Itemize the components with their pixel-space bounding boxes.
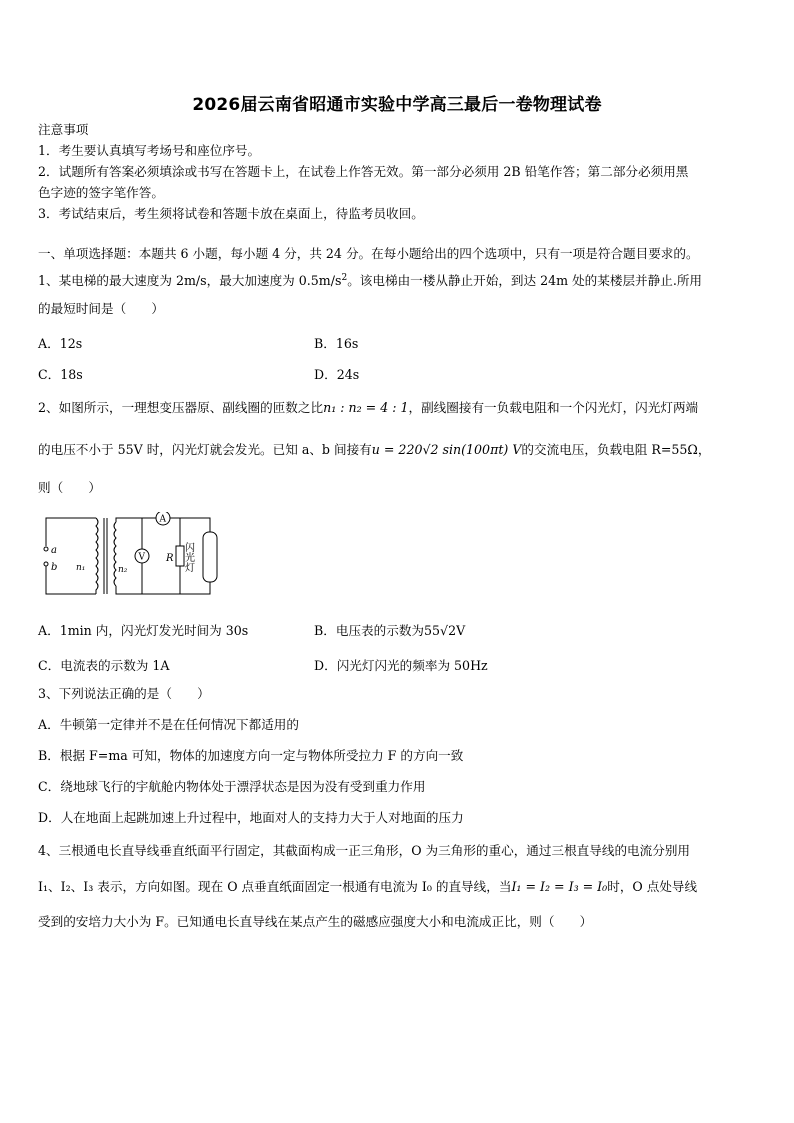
coil-n2-label: n₂ xyxy=(118,565,128,575)
transformer-circuit-diagram xyxy=(38,512,228,602)
q2-option-b-text: B．电压表的示数为 xyxy=(314,623,425,638)
q1-option-d: D．24s xyxy=(314,367,360,382)
q2-ratio: n₁ : n₂ = 4 : 1 xyxy=(323,400,409,415)
q4-stem-a: I₁、I₂、I₃ 表示，方向如图。现在 O 点垂直纸面固定一根通有电流为 I₀ 的直导线，当 xyxy=(38,879,512,894)
q1-option-a: A．12s xyxy=(38,336,83,351)
secondary-coil xyxy=(114,522,116,586)
notice-heading: 注意事项 xyxy=(38,122,89,137)
q2-option-d: D．闪光灯闪光的频率为 50Hz xyxy=(314,658,488,673)
q4-stem-line2 xyxy=(38,879,697,895)
terminal-a-label: a xyxy=(51,545,57,556)
q2-stem-d: 的交流电压，负载电阻 R=55Ω， xyxy=(521,442,711,457)
flash-lamp-label: 闪光灯 xyxy=(182,542,194,572)
notice-item-2-cont: 色字迹的签字笔作答。 xyxy=(38,185,164,200)
q4-stem-line3: 受到的安培力大小为 F。已知通电长直导线在某点产生的磁感应强度大小和电流成正比，则（ ） xyxy=(38,914,593,929)
terminal-b-dot xyxy=(44,562,48,566)
q2-stem-line1 xyxy=(38,400,698,416)
exam-title: 2026届云南省昭通市实验中学高三最后一卷物理试卷 xyxy=(192,95,602,115)
ammeter-label: A xyxy=(159,514,166,525)
notice-item-1: 1．考生要认真填写考场号和座位序号。 xyxy=(38,143,261,158)
q2-option-b-value: 55√2V xyxy=(424,623,466,638)
q2-voltage: u = 220√2 sin(100πt) V xyxy=(371,442,522,457)
q1-stem-line1 xyxy=(38,270,702,289)
secondary-bottom-wire xyxy=(116,518,210,594)
q2-stem-c: 的电压不小于 55V 时，闪光灯就会发光。已知 a、b 间接有 xyxy=(38,442,372,457)
resistor-label: R xyxy=(166,553,174,564)
q1-stem-sup: 2 xyxy=(341,273,348,283)
q1-option-c: C．18s xyxy=(38,367,83,382)
q2-stem-a: 2、如图所示，一理想变压器原、副线圈的匝数之比 xyxy=(38,400,324,415)
voltmeter-label: V xyxy=(138,552,145,563)
q1-stem-a: 1、某电梯的最大速度为 2m/s，最大加速度为 0.5m/s xyxy=(38,273,342,288)
notice-item-3: 3．考试结束后，考生须将试卷和答题卡放在桌面上，待监考员收回。 xyxy=(38,206,424,221)
notice-item-2: 2．试题所有答案必须填涂或书写在答题卡上，在试卷上作答无效。第一部分必须用 2B 铅笔作答；第二部分必须用黑 xyxy=(38,164,689,179)
q2-option-a: A．1min 内，闪光灯发光时间为 30s xyxy=(38,623,249,638)
q3-option-c: C．绕地球飞行的宇航舱内物体处于漂浮状态是因为没有受到重力作用 xyxy=(38,779,426,794)
section-heading: 一、单项选择题：本题共 6 小题，每小题 4 分，共 24 分。在每小题给出的四个选项中，只有一项是符合题目要求的。 xyxy=(38,246,699,261)
q2-stem-line3: 则（ ） xyxy=(38,480,101,495)
flash-lamp-symbol xyxy=(203,532,217,582)
terminal-b-label: b xyxy=(51,562,58,573)
q2-stem-line2 xyxy=(38,442,710,458)
secondary-top-wire xyxy=(116,518,156,522)
terminal-a-dot xyxy=(44,547,48,551)
primary-top-wire xyxy=(46,518,96,546)
q2-stem-b: ，副线圈接有一负载电阻和一个闪光灯，闪光灯两端 xyxy=(408,400,699,415)
q4-stem-b: 时，O 点处导线 xyxy=(607,879,698,894)
q1-option-b: B．16s xyxy=(314,336,359,351)
q1-stem-line2: 的最短时间是（ ） xyxy=(38,301,164,316)
q2-option-b xyxy=(314,620,465,639)
q1-stem-b: 。该电梯由一楼从静止开始，到达 24m 处的某楼层并静止.所用 xyxy=(347,273,703,288)
q3-option-a: A．牛顿第一定律并不是在任何情况下都适用的 xyxy=(38,717,299,732)
q4-equation: I₁ = I₂ = I₃ = I₀ xyxy=(511,879,608,894)
q3-option-b: B．根据 F=ma 可知，物体的加速度方向一定与物体所受拉力 F 的方向一致 xyxy=(38,748,464,763)
q3-stem: 3、下列说法正确的是（ ） xyxy=(38,686,210,701)
primary-coil xyxy=(96,518,98,594)
q3-option-d: D．人在地面上起跳加速上升过程中，地面对人的支持力大于人对地面的压力 xyxy=(38,810,464,825)
q4-stem-line1: 4、三根通电长直导线垂直纸面平行固定，其截面构成一正三角形，O 为三角形的重心，通过三根直导线的电流分别用 xyxy=(38,843,691,858)
q2-option-c: C．电流表的示数为 1A xyxy=(38,658,170,673)
coil-n1-label: n₁ xyxy=(76,563,86,573)
